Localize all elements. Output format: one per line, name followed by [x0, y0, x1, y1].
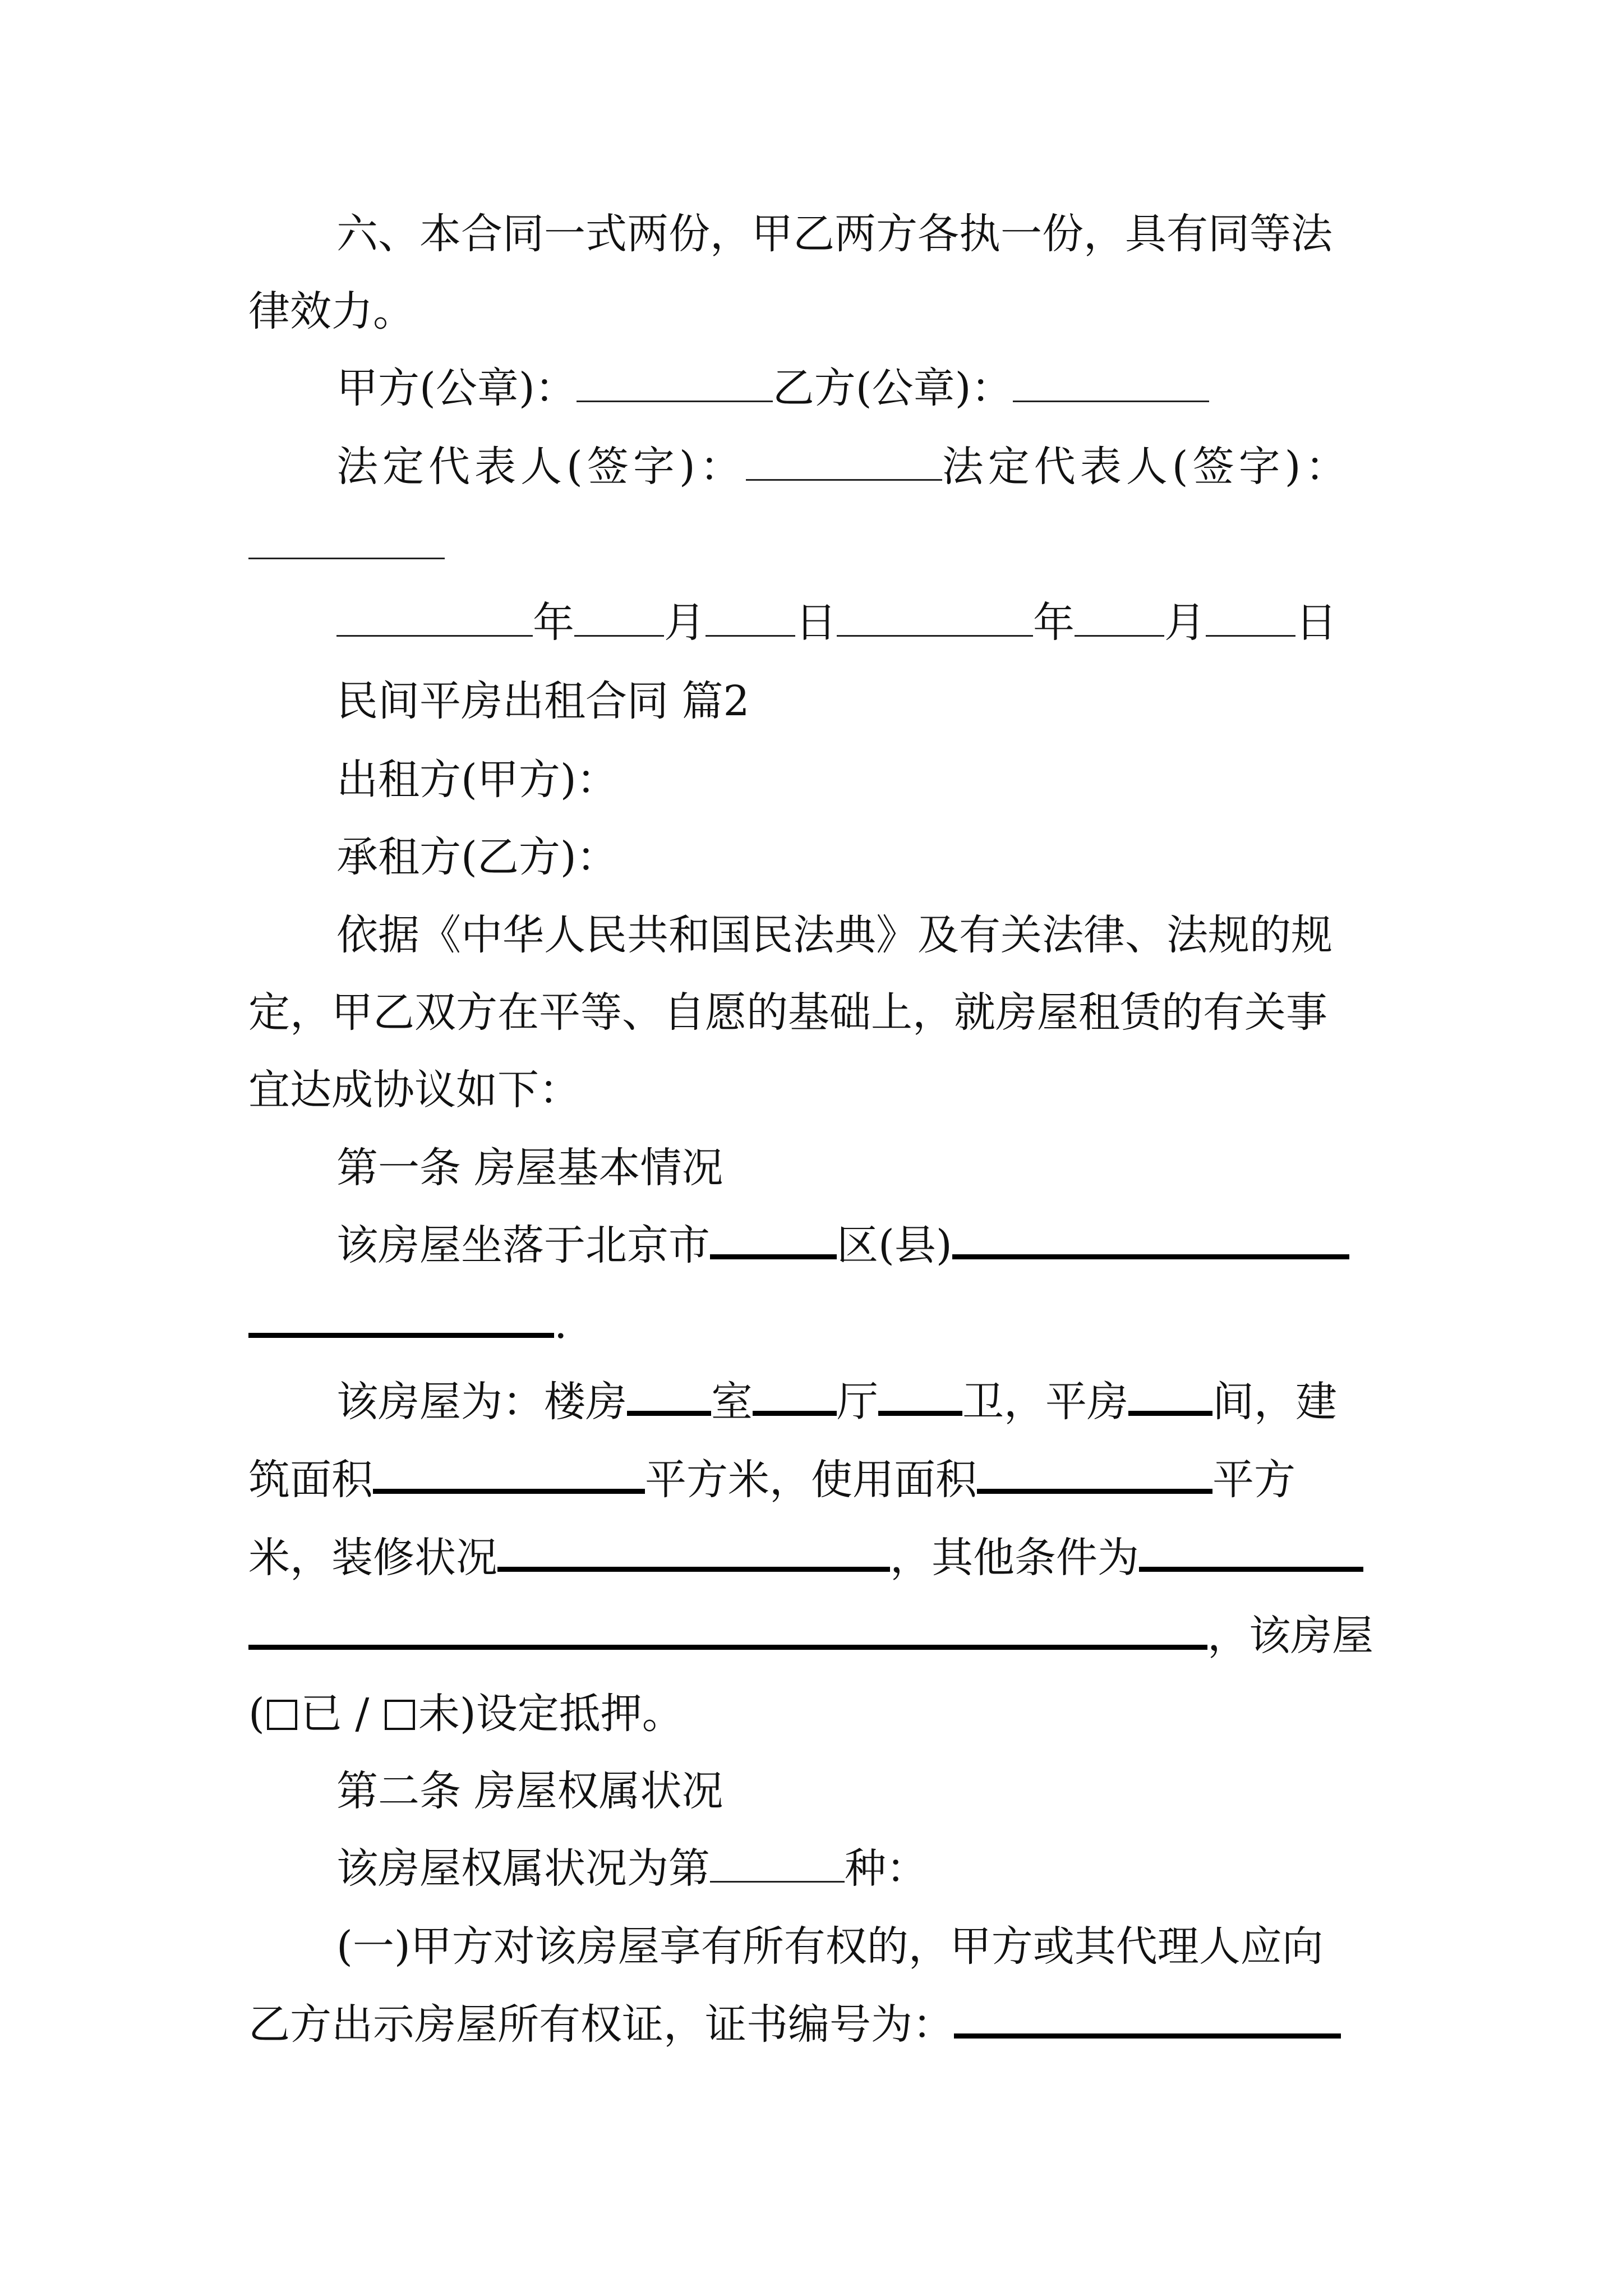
article-1-area-line: 筑面积 平方米，使用面积 平方: [248, 1456, 1295, 1504]
date-a-month-blank: [574, 601, 664, 637]
basis-line-1: 依据《中华人民共和国民法典》及有关法律、法规的规: [336, 911, 1332, 959]
article-1-location-line: 该房屋坐落于北京市 区(县): [336, 1217, 1349, 1273]
seal-line: [336, 360, 1209, 416]
address-blank: [952, 1222, 1349, 1259]
party-b-seal-blank: [1013, 367, 1209, 402]
other-conditions-blank-cont: [248, 1612, 1207, 1650]
ownership-type-blank: [710, 1847, 845, 1883]
mortgage-no-checkbox[interactable]: [385, 1700, 415, 1730]
party-a-seal-blank: [577, 367, 773, 402]
article-1-mortgage-line: ( 已 / 未)设定抵押。: [248, 1690, 684, 1738]
date-b-month-blank: [1075, 601, 1164, 637]
rep-sign-b-label: 法定代表人(签字)：: [942, 443, 1352, 491]
article-2-title: 第二条 房屋权属状况: [336, 1767, 723, 1815]
rep-sign-b-blank-line: [248, 517, 445, 573]
building-area-blank: [373, 1456, 645, 1494]
certificate-number-blank: [954, 2001, 1341, 2039]
article-1-other-line: ，该房屋: [248, 1608, 1373, 1664]
baths-blank: [878, 1378, 962, 1416]
article-1-type-line: 该房屋为：楼房 室 厅 卫，平房 间，建: [336, 1378, 1337, 1426]
article-1-title: 第一条 房屋基本情况: [336, 1144, 723, 1192]
party-a-seal-label: 甲方(公章)：: [336, 364, 577, 412]
clause-six-line-2: 律效力。: [248, 287, 414, 335]
basis-line-3: 宜达成协议如下：: [248, 1066, 580, 1114]
article-2-status-line: 该房屋权属状况为第 种：: [336, 1844, 928, 1893]
rep-sign-b-blank: [248, 524, 445, 559]
article-2-item-1-line-2: 乙方出示房屋所有权证，证书编号为：: [248, 1996, 1341, 2053]
rep-sign-line: [336, 439, 1352, 495]
rep-sign-a-blank: [746, 445, 942, 481]
date-line: 年 月 日 年 月 日: [336, 595, 1337, 651]
lessor-label: 出租方(甲方)：: [336, 756, 618, 804]
date-a-year-blank: [336, 601, 533, 637]
article-1-decoration-line: 米，装修状况 ，其他条件为: [248, 1530, 1363, 1586]
date-b-day-blank: [1206, 601, 1295, 637]
article-2-item-1-line-1: (一)甲方对该房屋享有所有权的，甲方或其代理人应向: [336, 1922, 1324, 1971]
basis-line-2: 定，甲乙双方在平等、自愿的基础上，就房屋租赁的有关事: [248, 988, 1327, 1037]
bungalow-rooms-blank: [1128, 1378, 1212, 1416]
lessee-label: 承租方(乙方)：: [336, 833, 618, 881]
rep-sign-a-label: 法定代表人(签字)：: [336, 443, 746, 491]
date-a-day-blank: [706, 601, 795, 637]
other-conditions-blank: [1139, 1534, 1363, 1572]
decoration-blank: [497, 1534, 890, 1572]
article-1-location-line-2: .: [248, 1296, 568, 1352]
address-blank-cont: [248, 1300, 554, 1338]
clause-six-line-1: 六、本合同一式两份，甲乙两方各执一份，具有同等法: [336, 210, 1332, 258]
halls-blank: [753, 1378, 837, 1416]
rooms-blank: [627, 1378, 711, 1416]
district-blank: [710, 1222, 837, 1259]
mortgage-yes-checkbox[interactable]: [267, 1700, 297, 1730]
section-title: 民间平房出租合同 篇2: [336, 677, 750, 725]
party-b-seal-label: 乙方(公章)：: [772, 364, 1013, 412]
date-b-year-blank: [837, 601, 1033, 637]
usable-area-blank: [977, 1456, 1212, 1494]
